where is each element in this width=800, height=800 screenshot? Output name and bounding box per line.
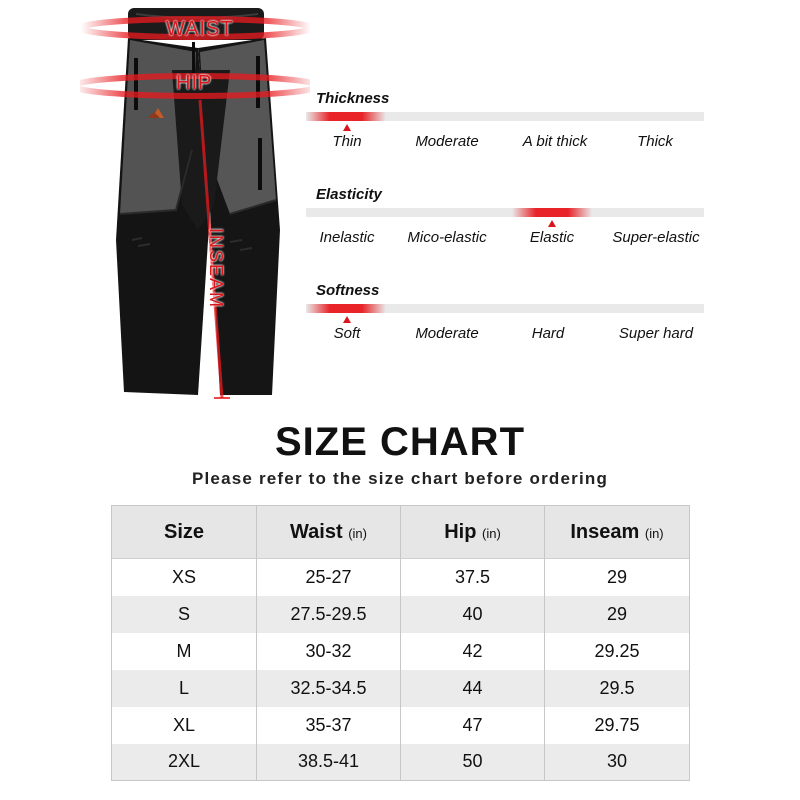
softness-option-hard: Hard xyxy=(531,325,565,342)
cell-waist: 32.5-34.5 xyxy=(257,670,401,707)
pants-drawing xyxy=(80,0,310,410)
thickness-marker-icon xyxy=(343,124,351,131)
header-size xyxy=(112,506,257,559)
cell-size: M xyxy=(112,633,257,670)
table-row xyxy=(112,633,690,670)
cell-waist: 38.5-41 xyxy=(257,744,401,781)
elasticity-option-inelastic: Inelastic xyxy=(319,229,375,246)
thickness-bar xyxy=(306,112,704,121)
header-waist-unit: (in) xyxy=(348,525,367,541)
size-chart-title: SIZE CHART xyxy=(275,420,525,464)
cell-waist: 35-37 xyxy=(257,707,401,744)
cell-size: S xyxy=(112,596,257,633)
table-row xyxy=(112,596,690,633)
elasticity-marker-icon xyxy=(548,220,556,227)
cell-size: 2XL xyxy=(112,744,257,781)
header-inseam xyxy=(545,506,690,559)
elasticity-title: Elasticity xyxy=(316,186,382,203)
table-row xyxy=(112,559,690,596)
cell-hip: 50 xyxy=(401,744,545,781)
pants-illustration xyxy=(80,0,310,410)
thickness-option-thick: Thick xyxy=(637,133,673,150)
header-waist xyxy=(257,506,401,559)
cell-size: XS xyxy=(112,559,257,596)
softness-option-moderate: Moderate xyxy=(415,325,479,342)
cell-hip: 42 xyxy=(401,633,545,670)
cell-hip: 37.5 xyxy=(401,559,545,596)
cell-waist: 25-27 xyxy=(257,559,401,596)
table-header-row xyxy=(112,506,690,559)
hip-label: HIP xyxy=(176,72,213,94)
table-row xyxy=(112,670,690,707)
cell-size: XL xyxy=(112,707,257,744)
cell-waist: 30-32 xyxy=(257,633,401,670)
header-waist-label: Waist xyxy=(290,520,343,543)
size-chart-subtitle: Please refer to the size chart before ordering xyxy=(191,469,609,488)
cell-hip: 47 xyxy=(401,707,545,744)
header-inseam-label: Inseam xyxy=(570,520,640,543)
header-hip-label: Hip xyxy=(444,520,477,543)
elasticity-bar xyxy=(306,208,704,217)
cell-size: L xyxy=(112,670,257,707)
elasticity-indicator xyxy=(512,208,592,217)
softness-option-soft: Soft xyxy=(333,325,361,342)
softness-indicator xyxy=(306,304,386,313)
header-inseam-unit: (in) xyxy=(644,525,664,541)
softness-option-super-hard: Super hard xyxy=(618,325,694,342)
thickness-option-a-bit-thick: A bit thick xyxy=(522,133,588,150)
softness-bar xyxy=(306,304,704,313)
header-hip xyxy=(401,506,545,559)
elasticity-option-mico-elastic: Mico-elastic xyxy=(407,229,487,246)
cell-inseam: 29 xyxy=(545,559,690,596)
cell-inseam: 29.25 xyxy=(545,633,690,670)
header-size-label: Size xyxy=(163,520,205,543)
waist-label: WAIST xyxy=(166,18,234,40)
elasticity-option-elastic: Elastic xyxy=(529,229,575,246)
elasticity-option-super-elastic: Super-elastic xyxy=(612,229,700,246)
thickness-option-moderate: Moderate xyxy=(415,133,479,150)
cell-inseam: 29.75 xyxy=(545,707,690,744)
cell-inseam: 29 xyxy=(545,596,690,633)
table-row xyxy=(112,744,690,781)
cell-waist: 27.5-29.5 xyxy=(257,596,401,633)
softness-title: Softness xyxy=(316,282,380,299)
inseam-label: INSEAM xyxy=(206,228,226,310)
thickness-indicator xyxy=(306,112,386,121)
thickness-title: Thickness xyxy=(316,90,390,107)
thickness-option-thin: Thin xyxy=(332,133,362,150)
table-row xyxy=(112,707,690,744)
softness-marker-icon xyxy=(343,316,351,323)
cell-hip: 40 xyxy=(401,596,545,633)
cell-inseam: 29.5 xyxy=(545,670,690,707)
cell-hip: 44 xyxy=(401,670,545,707)
header-hip-unit: (in) xyxy=(482,525,501,541)
size-chart-table xyxy=(111,505,690,781)
cell-inseam: 30 xyxy=(545,744,690,781)
